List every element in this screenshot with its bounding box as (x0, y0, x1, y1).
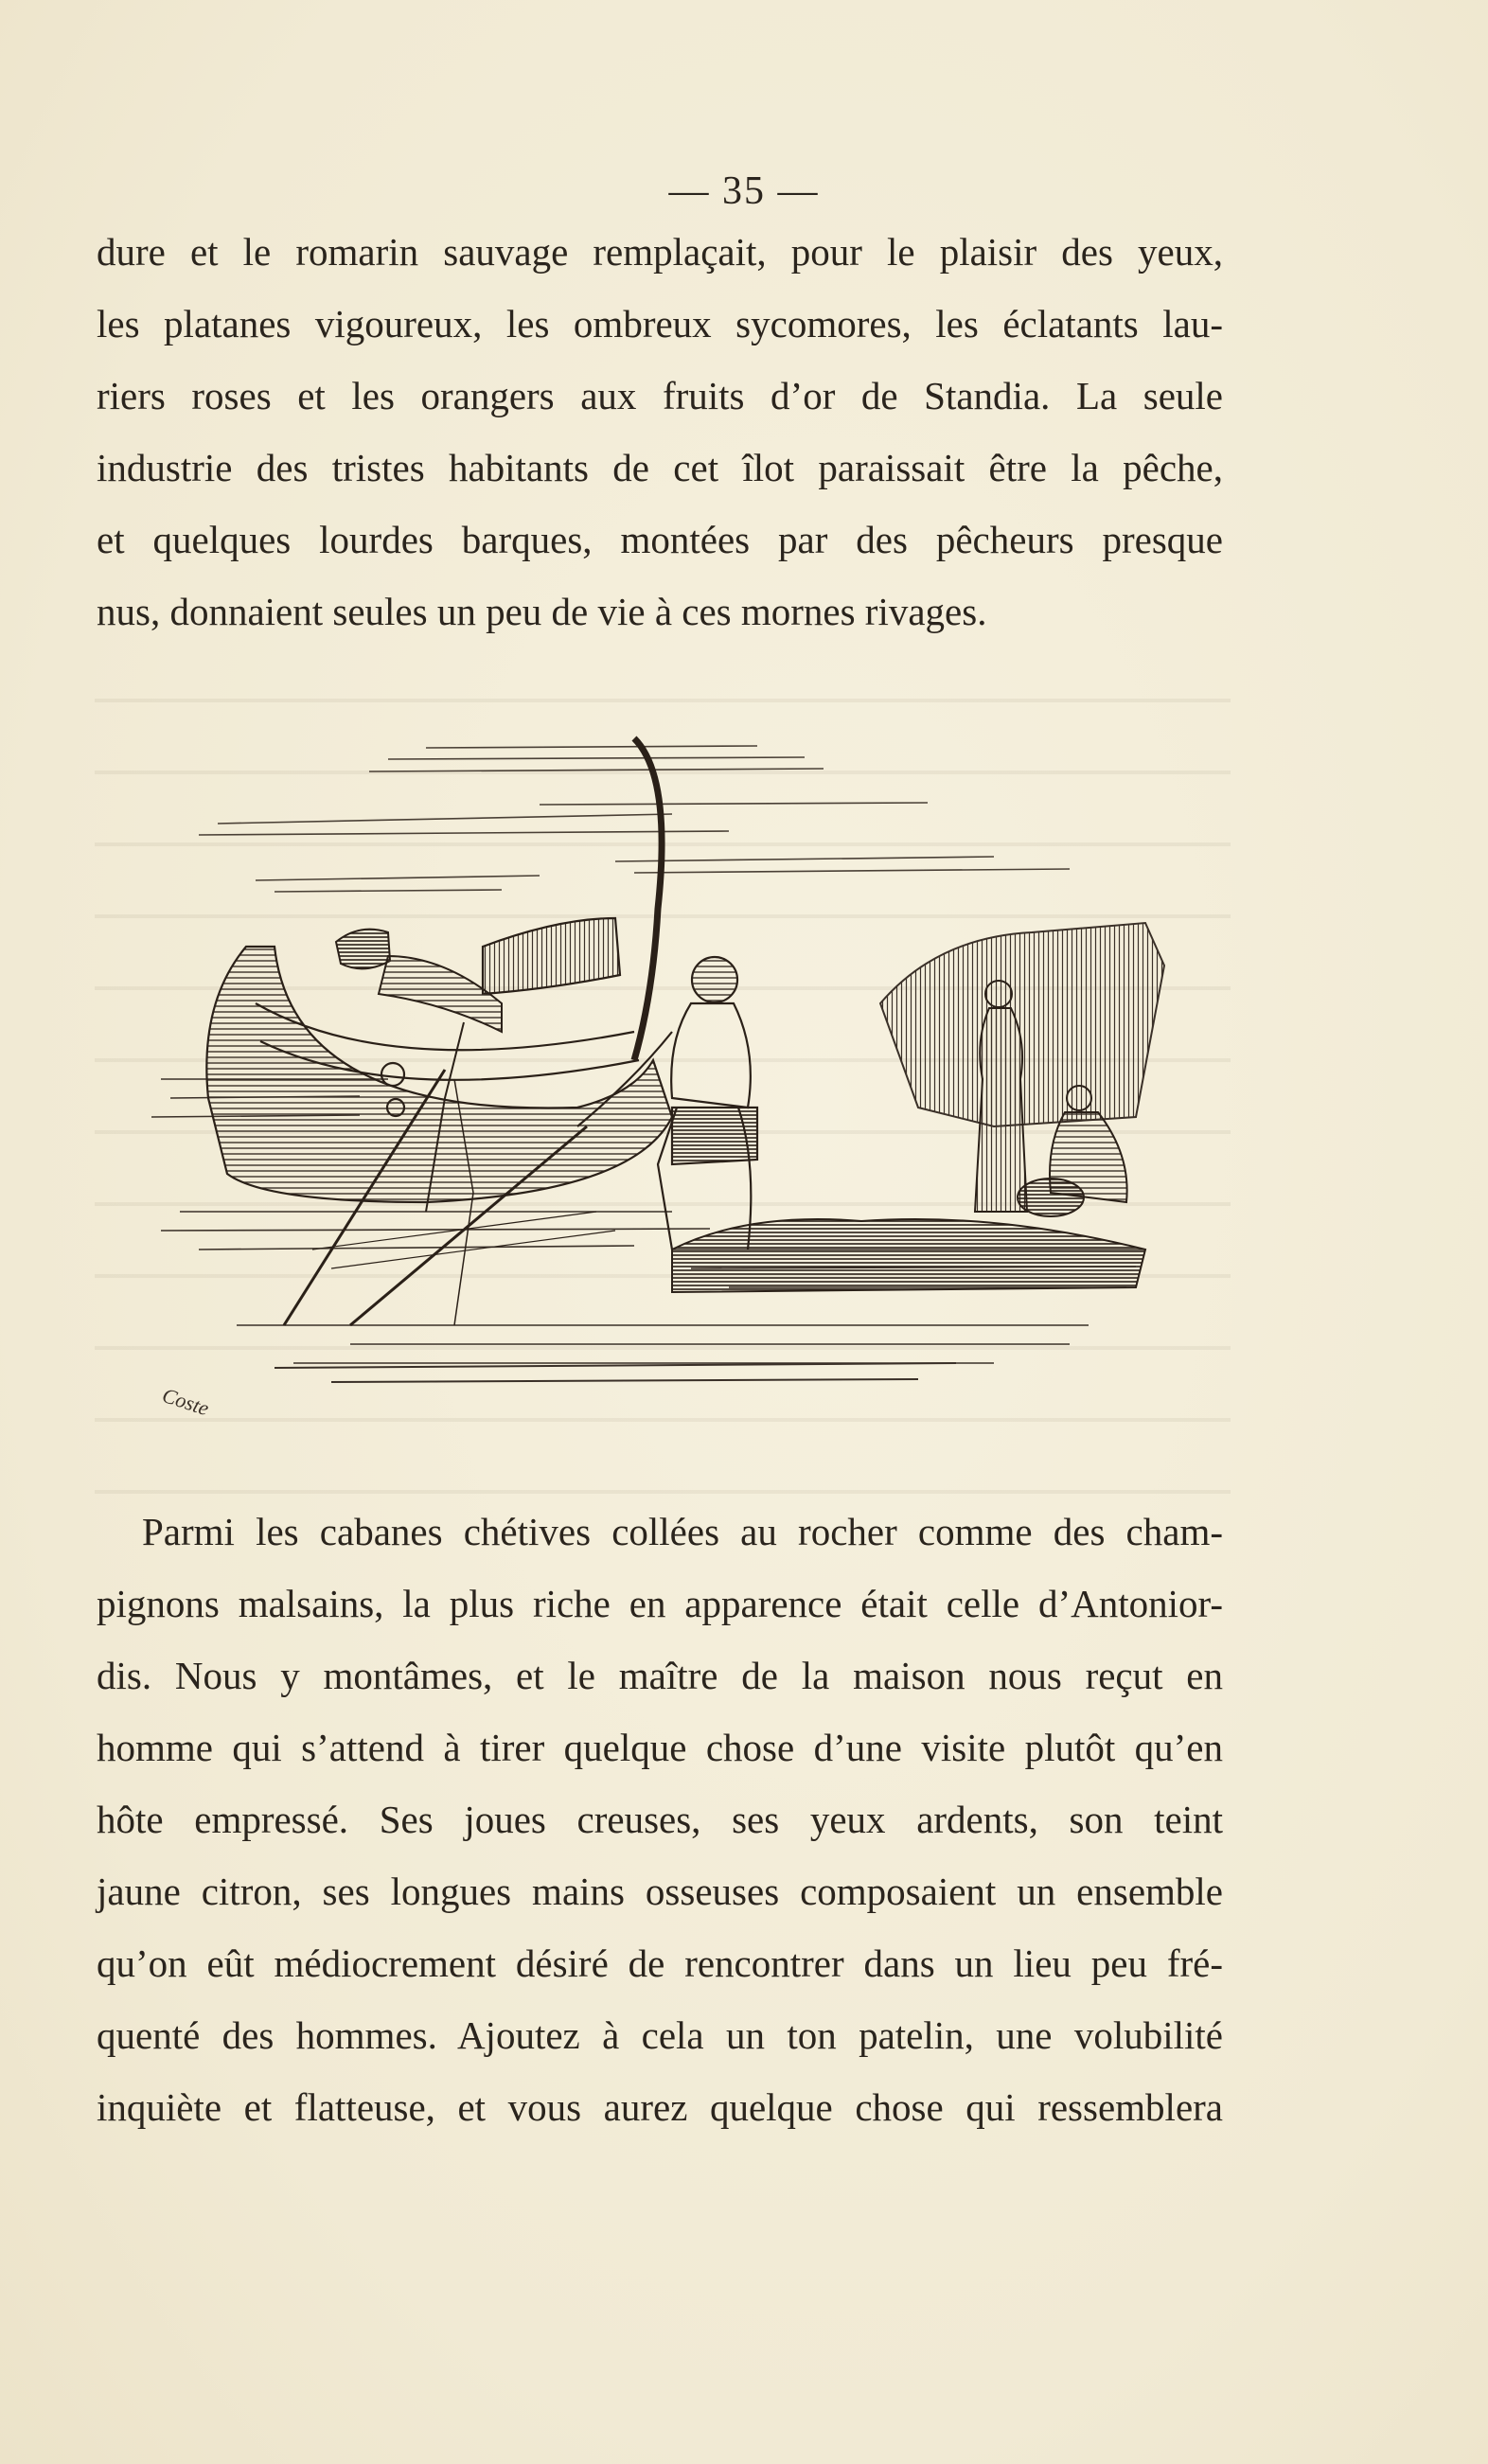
text-line: et quelques lourdes barques, montées par des pêcheurs presque (97, 518, 1223, 561)
text-line: jaune citron, ses longues mains osseuses composaient un ensemble (97, 1870, 1223, 1913)
engraver-signature: Coste (159, 1382, 212, 1421)
text-line: pignons malsains, la plus riche en apparence était celle d’Antonior- (97, 1582, 1223, 1625)
text-line: les platanes vigoureux, les ombreux sycomores, les éclatants lau- (97, 302, 1223, 346)
cliff (880, 923, 1164, 1126)
paragraph-2 (97, 1496, 1223, 2143)
text-line: dure et le romarin sauvage remplaçait, pour le plaisir des yeux, (97, 230, 1223, 274)
sky-streaks (199, 746, 1070, 892)
ground-lines (275, 1363, 956, 1382)
text-line: industrie des tristes habitants de cet îlot paraissait être la pêche, (97, 446, 1223, 489)
text-line: Parmi les cabanes chétives collées au rocher comme des cham- (142, 1510, 1223, 1553)
text-line: nus, donnaient seules un peu de vie à ces mornes rivages. (97, 590, 987, 633)
text-line: homme qui s’attend à tirer quelque chose d’une visite plutôt qu’en (97, 1726, 1223, 1769)
text-line: quenté des hommes. Ajoutez à cela un ton patelin, une volubilité (97, 2013, 1223, 2057)
text-line: hôte empressé. Ses joues creuses, ses yeux ardents, son teint (97, 1798, 1223, 1841)
text-line: riers roses et les orangers aux fruits d’or de Standia. La seule (97, 374, 1223, 417)
text-line: dis. Nous y montâmes, et le maître de la maison nous reçut en (97, 1654, 1223, 1697)
fishermen-engraving (142, 719, 1183, 1439)
page-number: — 35 — (668, 169, 820, 213)
foreground-rocks (672, 1219, 1145, 1292)
text-line: qu’on eût médiocrement désiré de rencontrer dans un lieu peu fré- (97, 1941, 1223, 1985)
text-line: inquiète et flatteuse, et vous aurez quelque chose qui ressemblera (97, 2085, 1223, 2129)
paragraph-1 (97, 216, 1223, 647)
